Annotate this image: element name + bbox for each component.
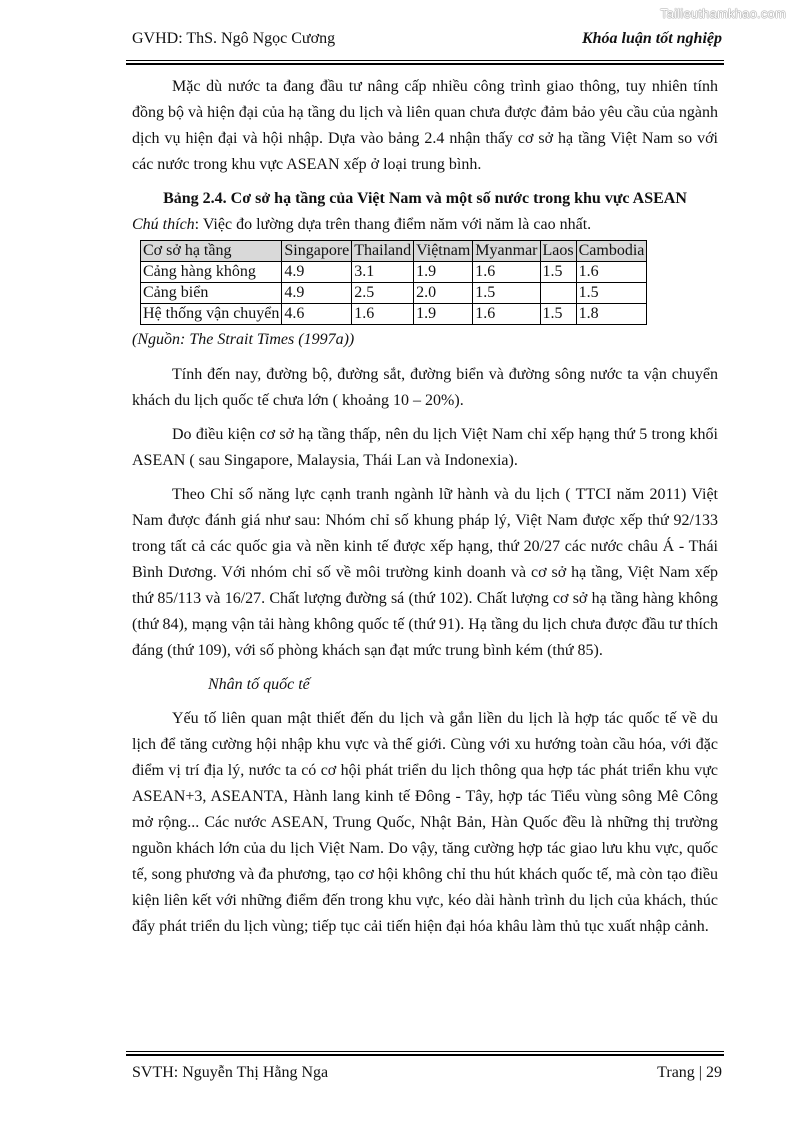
table-header-cell: Việtnam xyxy=(414,241,473,262)
table-header-row xyxy=(141,241,647,262)
table-source: (Nguồn: The Strait Times (1997a)) xyxy=(132,331,355,348)
header-advisor: GVHD: ThS. Ngô Ngọc Cương xyxy=(132,30,336,47)
table-cell: 1.8 xyxy=(576,304,647,325)
section-subheading: Nhân tố quốc tế xyxy=(208,676,310,693)
paragraph: Theo Chỉ số năng lực cạnh tranh ngành lữ hành và du lịch ( TTCI năm 2011) Việt Nam được đánh giá như sau: Nhóm chỉ số khung pháp lý, Việt Nam được xếp thứ 92/133 trong tất cả các quốc gia và nền kinh tế được xếp hạng, thứ 20/27 các nước châu Á - Thái Bình Dương. Với nhóm chỉ số về môi trường kinh doanh và cơ sở hạ tầng, Việt Nam xếp thứ 85/113 và 16/27. Chất lượng đường sá (thứ 102). Chất lượng cơ sở hạ tầng hàng không (thứ 84), mạng vận tải hàng không quốc tế (thứ 91). Hạ tầng du lịch chưa được đầu tư thích đáng (thứ 109), với số phòng khách sạn đạt mức trung bình kém (thứ 85). xyxy=(132,486,718,659)
table-row xyxy=(141,283,647,304)
table-cell: 2.5 xyxy=(352,283,414,304)
table-cell: 1.5 xyxy=(540,304,576,325)
table-cell: 1.9 xyxy=(414,262,473,283)
header-doc-type: Khóa luận tốt nghiệp xyxy=(581,30,722,47)
table-cell: Cảng hàng không xyxy=(141,262,282,283)
page-body xyxy=(132,74,718,948)
page-number: Trang | 29 xyxy=(657,1064,722,1081)
table-note xyxy=(132,212,718,238)
footer-rule xyxy=(126,1051,724,1056)
table-row xyxy=(141,304,647,325)
table-cell: 1.5 xyxy=(540,262,576,283)
table-note-label: Chú thích xyxy=(132,216,195,233)
table-cell: 1.5 xyxy=(473,283,540,304)
table-cell: 1.9 xyxy=(414,304,473,325)
table-cell: 1.6 xyxy=(473,304,540,325)
table-cell: 1.6 xyxy=(576,262,647,283)
table-note-text: : Việc đo lường dựa trên thang điểm năm với năm là cao nhất. xyxy=(194,216,592,233)
table-cell: 4.9 xyxy=(282,262,352,283)
table-title: Bảng 2.4. Cơ sở hạ tầng của Việt Nam và một số nước trong khu vực ASEAN xyxy=(163,190,687,207)
table-cell: 2.0 xyxy=(414,283,473,304)
paragraph: Do điều kiện cơ sở hạ tầng thấp, nên du lịch Việt Nam chỉ xếp hạng thứ 5 trong khối ASEAN ( sau Singapore, Malaysia, Thái Lan và Indonexia). xyxy=(132,426,718,469)
table-cell xyxy=(540,283,576,304)
table-cell: 1.5 xyxy=(576,283,647,304)
table-cell: Hệ thống vận chuyển xyxy=(141,304,282,325)
header-rule xyxy=(126,60,724,65)
table-cell: 1.6 xyxy=(473,262,540,283)
footer-author: SVTH: Nguyễn Thị Hằng Nga xyxy=(132,1064,329,1081)
table-header-cell: Cơ sở hạ tầng xyxy=(141,241,282,262)
table-cell: 3.1 xyxy=(352,262,414,283)
table-row xyxy=(141,262,647,283)
table-header-cell: Thailand xyxy=(352,241,414,262)
paragraph: Mặc dù nước ta đang đầu tư nâng cấp nhiều công trình giao thông, tuy nhiên tính đồng bộ và hiện đại của hạ tầng du lịch và liên quan chưa được đảm bảo yêu cầu của ngành dịch vụ hiện đại và hội nhập. Dựa vào bảng 2.4 nhận thấy cơ sở hạ tầng Việt Nam so với các nước trong khu vực ASEAN xếp ở loại trung bình. xyxy=(132,78,718,173)
table-header-cell: Singapore xyxy=(282,241,352,262)
table-cell: Cảng biển xyxy=(141,283,282,304)
watermark: Tailieuthamkhao.com xyxy=(660,6,786,21)
table-header-cell: Cambodia xyxy=(576,241,647,262)
table-header-cell: Laos xyxy=(540,241,576,262)
table-header-cell: Myanmar xyxy=(473,241,540,262)
table-cell: 4.6 xyxy=(282,304,352,325)
paragraph: Tính đến nay, đường bộ, đường sắt, đường biển và đường sông nước ta vận chuyển khách du lịch quốc tế chưa lớn ( khoảng 10 – 20%). xyxy=(132,366,718,409)
table-cell: 4.9 xyxy=(282,283,352,304)
page-header xyxy=(132,30,722,54)
infrastructure-table xyxy=(140,240,647,325)
paragraph: Yếu tố liên quan mật thiết đến du lịch và gắn liền du lịch là hợp tác quốc tế về du lịch để tăng cường hội nhập khu vực và thế giới. Cùng với xu hướng toàn cầu hóa, với đặc điểm vị trí địa lý, nước ta có cơ hội phát triển du lịch thông qua hợp tác phát triển khu vực ASEAN+3, ASEANTA, Hành lang kinh tế Đông - Tây, hợp tác Tiểu vùng sông Mê Công mở rộng... Các nước ASEAN, Trung Quốc, Nhật Bản, Hàn Quốc đều là những thị trường nguồn khách lớn của du lịch Việt Nam. Do vậy, tăng cường hợp tác giao lưu khu vực, quốc tế, song phương và đa phương, tạo cơ hội không chỉ thu hút khách quốc tế, mà còn tạo điều kiện liên kết với những điểm đến trong khu vực, kéo dài hành trình du lịch của khách, thúc đẩy phát triển du lịch vùng; tiếp tục cải tiến hiện đại hóa khâu làm thủ tục xuất nhập cảnh. xyxy=(132,710,718,935)
table-cell: 1.6 xyxy=(352,304,414,325)
